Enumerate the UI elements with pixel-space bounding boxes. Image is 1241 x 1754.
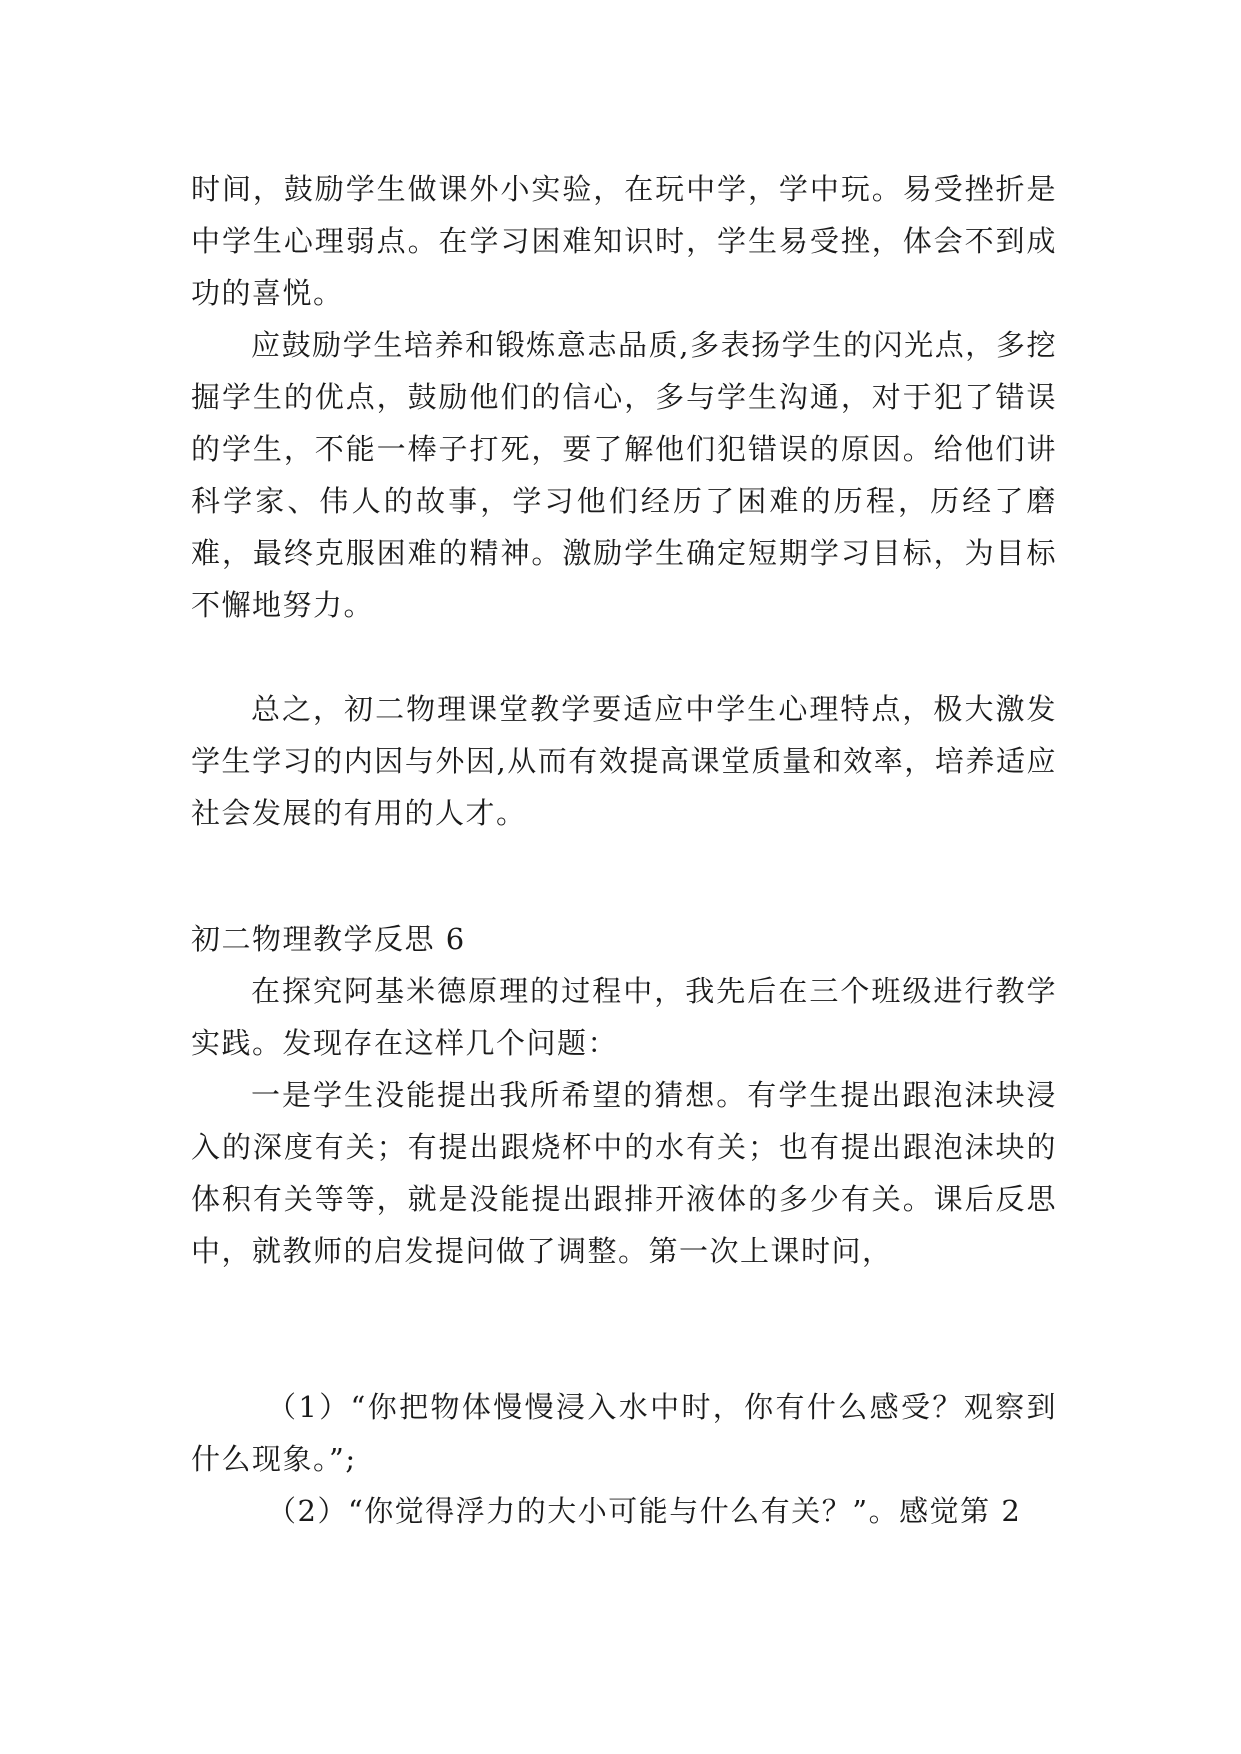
question-1: （1）“你把物体慢慢浸入水中时，你有什么感受？观察到什么现象。”; xyxy=(191,1390,1057,1476)
paragraph-3: 总之，初二物理课堂教学要适应中学生心理特点，极大激发学生学习的内因与外因,从而有效提高课堂质量和效率，培养适应社会发展的有用的人才。 xyxy=(191,692,1057,830)
paragraph-4: 在探究阿基米德原理的过程中，我先后在三个班级进行教学实践。发现存在这样几个问题： xyxy=(191,974,1057,1060)
question-2: （2）“你觉得浮力的大小可能与什么有关？”。感觉第 2 xyxy=(267,1494,1022,1528)
section-heading: 初二物理教学反思 6 xyxy=(191,922,466,956)
paragraph-1: 时间，鼓励学生做课外小实验，在玩中学，学中玩。易受挫折是中学生心理弱点。在学习困难知识时，学生易受挫，体会不到成功的喜悦。 xyxy=(191,172,1057,310)
paragraph-2: 应鼓励学生培养和锻炼意志品质,多表扬学生的闪光点，多挖掘学生的优点，鼓励他们的信心，多与学生沟通，对于犯了错误的学生，不能一棒子打死，要了解他们犯错误的原因。给他们讲科学家、伟人的故事，学习他们经历了困难的历程，历经了磨难，最终克服困难的精神。激励学生确定短期学习目标，为目标不懈地努力。 xyxy=(191,328,1057,622)
paragraph-5: 一是学生没能提出我所希望的猜想。有学生提出跟泡沫块浸入的深度有关；有提出跟烧杯中的水有关；也有提出跟泡沫块的体积有关等等，就是没能提出跟排开液体的多少有关。课后反思中，就教师的启发提问做了调整。第一次上课时问， xyxy=(191,1078,1057,1268)
